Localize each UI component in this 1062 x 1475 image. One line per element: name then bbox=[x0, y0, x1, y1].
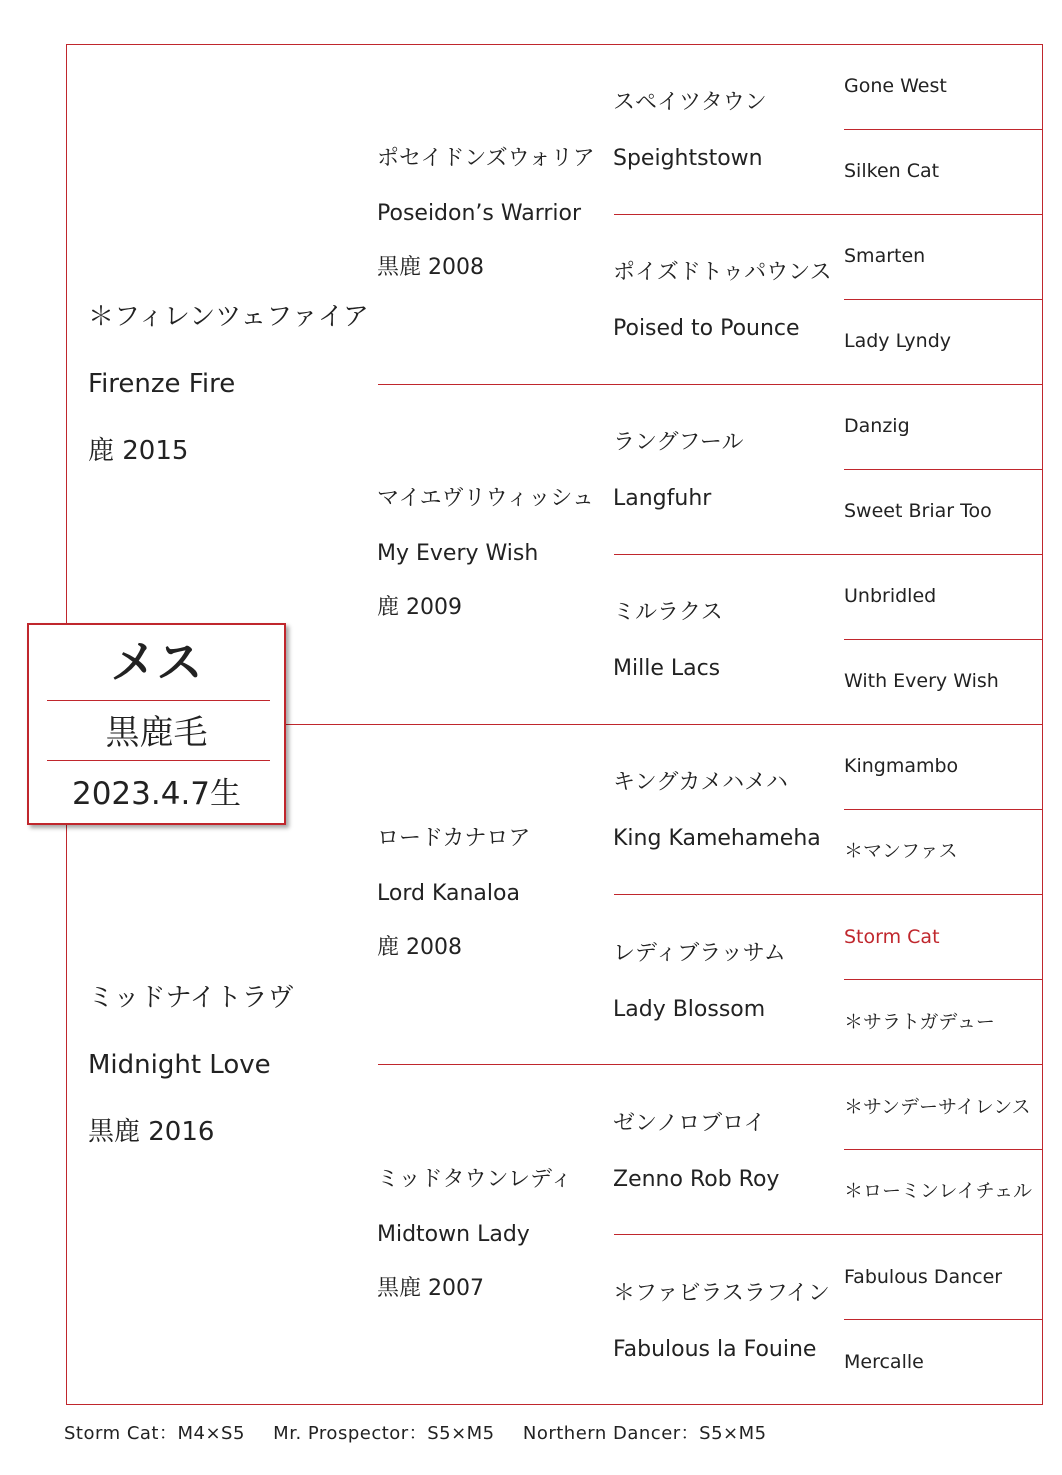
gen3-kana: レディブラッサム bbox=[613, 941, 786, 966]
subject-sex: メス bbox=[110, 635, 203, 689]
dam-name: Midnight Love bbox=[88, 1050, 271, 1080]
gen3-kana: キングカメハメハ bbox=[613, 770, 788, 795]
gen4-name: Mercalle bbox=[844, 1351, 924, 1373]
divider-gen4 bbox=[844, 809, 1043, 810]
divider-gen1 bbox=[286, 724, 1043, 725]
gen3-kana: スペイツタウン bbox=[613, 90, 767, 115]
gen4-name: Fabulous Dancer bbox=[844, 1266, 1003, 1288]
gen3-name: Langfuhr bbox=[613, 486, 712, 511]
gen2-info: 鹿 2008 bbox=[377, 935, 462, 960]
gen3-kana: ポイズドトゥパウンス bbox=[613, 260, 832, 285]
gen4-name: ＊マンファス bbox=[844, 840, 958, 862]
divider-gen4 bbox=[844, 129, 1043, 130]
gen3-name: Mille Lacs bbox=[613, 656, 721, 681]
gen4-name: Gone West bbox=[844, 75, 947, 97]
dam-kana: ミッドナイトラヴ bbox=[88, 983, 294, 1013]
gen2-info: 黒鹿 2007 bbox=[377, 1276, 484, 1301]
gen2-kana: ロードカナロア bbox=[377, 826, 531, 851]
gen3-name: Speightstown bbox=[613, 146, 763, 171]
gen4-name: ＊サラトガデュー bbox=[844, 1011, 995, 1033]
divider-gen3 bbox=[614, 214, 1043, 215]
gen3-kana: ゼンノロブロイ bbox=[613, 1111, 766, 1136]
inbreeding-summary bbox=[64, 1419, 789, 1445]
subject-divider bbox=[47, 760, 270, 761]
subject-box bbox=[27, 623, 286, 825]
subject-birth: 2023.4.7生 bbox=[71, 776, 242, 812]
gen2-info: 鹿 2009 bbox=[377, 595, 462, 620]
gen2-kana: ミッドタウンレディ bbox=[377, 1167, 573, 1192]
gen3-name: Fabulous la Fouine bbox=[613, 1337, 817, 1362]
dam-info: 黒鹿 2016 bbox=[88, 1117, 215, 1147]
gen3-name: King Kamehameha bbox=[613, 826, 821, 851]
gen4-name: ＊サンデーサイレンス bbox=[844, 1096, 1031, 1118]
divider-gen3 bbox=[614, 554, 1043, 555]
gen3-name: Zenno Rob Roy bbox=[613, 1167, 780, 1192]
gen4-name: With Every Wish bbox=[844, 670, 999, 692]
gen4-name: Kingmambo bbox=[844, 755, 959, 777]
inbreeding-item: Storm Cat：M4×S5 bbox=[64, 1423, 245, 1444]
divider-gen4 bbox=[844, 1149, 1043, 1150]
gen4-name-highlighted: Storm Cat bbox=[844, 926, 940, 948]
gen3-kana: ミルラクス bbox=[613, 600, 723, 625]
gen2-name: Lord Kanaloa bbox=[377, 881, 520, 906]
gen2-kana: ポセイドンズウォリア bbox=[377, 146, 595, 171]
gen4-name: Lady Lyndy bbox=[844, 330, 952, 352]
sire-kana: ＊フィレンツェファイア bbox=[88, 302, 369, 332]
gen4-name: ＊ローミンレイチェル bbox=[844, 1180, 1033, 1202]
gen3-name: Lady Blossom bbox=[613, 997, 766, 1022]
divider-gen4 bbox=[844, 469, 1043, 470]
divider-gen3 bbox=[614, 1234, 1043, 1235]
gen3-kana: ＊ファビラスラフイン bbox=[613, 1281, 830, 1306]
gen3-kana: ラングフール bbox=[613, 430, 744, 455]
inbreeding-item: Northern Dancer：S5×M5 bbox=[522, 1423, 767, 1444]
divider-gen4 bbox=[844, 299, 1043, 300]
gen4-name: Sweet Briar Too bbox=[844, 500, 992, 522]
divider-gen3 bbox=[614, 894, 1043, 895]
inbreeding-item: Mr. Prospector：S5×M5 bbox=[273, 1423, 495, 1444]
gen2-name: Midtown Lady bbox=[377, 1222, 530, 1247]
sire-info: 鹿 2015 bbox=[88, 436, 189, 466]
gen2-kana: マイエヴリウィッシュ bbox=[377, 486, 594, 511]
gen2-name: Poseidon’s Warrior bbox=[377, 201, 582, 226]
gen4-name: Smarten bbox=[844, 245, 926, 267]
gen2-name: My Every Wish bbox=[377, 541, 539, 566]
divider-gen4 bbox=[844, 979, 1043, 980]
divider-gen4 bbox=[844, 1319, 1043, 1320]
divider-gen2-bottom bbox=[378, 1064, 1043, 1065]
divider-gen2-top bbox=[378, 384, 1043, 385]
gen4-name: Unbridled bbox=[844, 585, 937, 607]
gen3-name: Poised to Pounce bbox=[613, 316, 800, 341]
divider-gen4 bbox=[844, 639, 1043, 640]
gen2-info: 黒鹿 2008 bbox=[377, 255, 484, 280]
subject-color: 黒鹿毛 bbox=[105, 713, 208, 753]
sire-name: Firenze Fire bbox=[88, 369, 236, 399]
gen4-name: Silken Cat bbox=[844, 160, 940, 182]
gen4-name: Danzig bbox=[844, 415, 910, 437]
subject-divider bbox=[47, 700, 270, 701]
